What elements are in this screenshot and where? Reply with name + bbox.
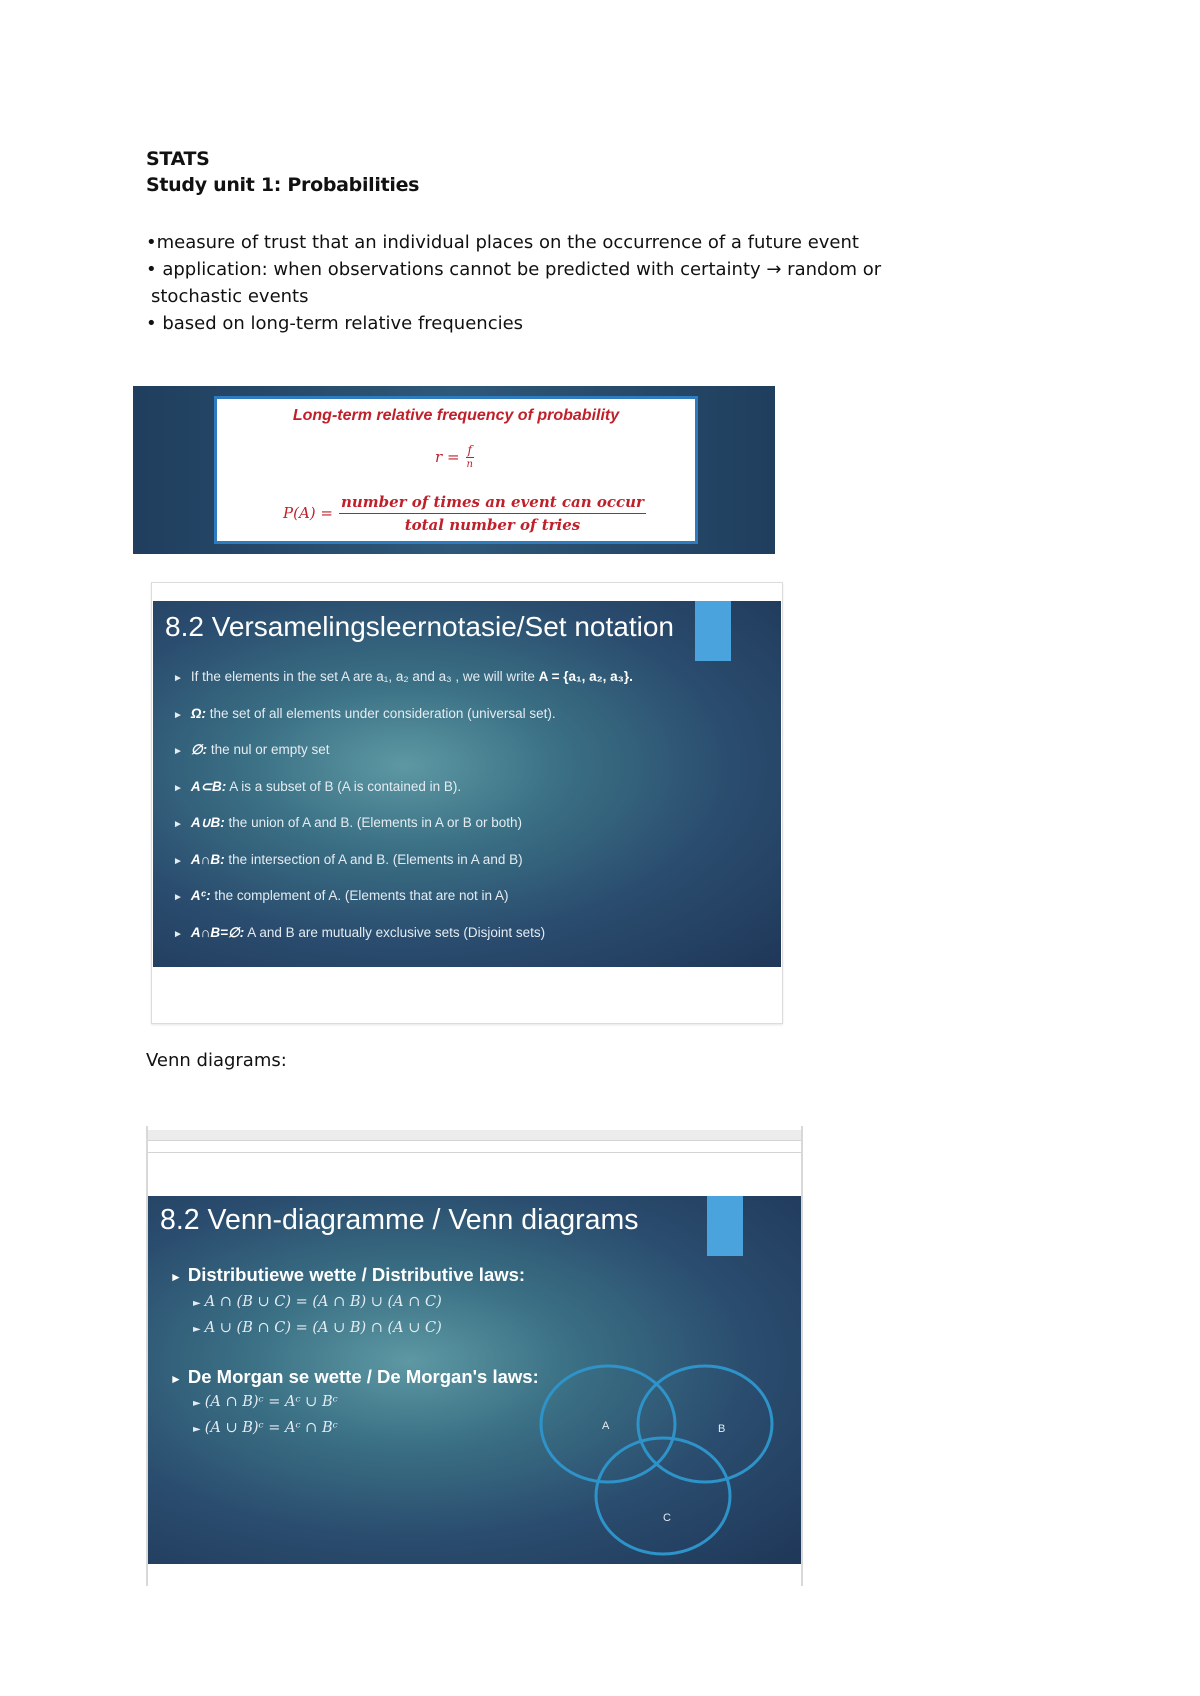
slide-heading: 8.2 Versamelingsleernotasie/Set notation bbox=[165, 611, 674, 642]
slide-divider bbox=[148, 1130, 801, 1141]
distributive-laws-heading: ► Distributiewe wette / Distributive laws: bbox=[170, 1264, 526, 1285]
venn-label: Venn diagrams: bbox=[146, 1050, 287, 1071]
venn-diagram bbox=[538, 1356, 778, 1561]
set-notation-item: ► A⊂B: A is a subset of B (A is contained in B). bbox=[173, 778, 462, 794]
formula-numerator: f bbox=[467, 442, 472, 457]
slide-heading: 8.2 Venn-diagramme / Venn diagrams bbox=[160, 1204, 639, 1236]
set-notation-item: ► A∪B: the union of A and B. (Elements in A or B or both) bbox=[173, 815, 522, 830]
set-notation-slide-frame bbox=[151, 582, 783, 1024]
slide-accent-bar bbox=[695, 601, 731, 661]
bullet-item: • application: when observations cannot be predicted with certainty → random or bbox=[146, 259, 882, 280]
formula-heading: Long-term relative frequency of probability bbox=[292, 407, 620, 424]
venn-slide-frame bbox=[146, 1126, 803, 1586]
doc-subtitle: Study unit 1: Probabilities bbox=[146, 174, 420, 196]
law-item: ► A ∪ (B ∩ C) = (A ∪ B) ∩ (A ∪ C) bbox=[193, 1320, 442, 1336]
formula-numerator: number of times an event can occur bbox=[339, 491, 646, 514]
slide-accent-bar bbox=[707, 1196, 743, 1256]
bullet-item: •measure of trust that an individual places on the occurrence of a future event bbox=[146, 232, 859, 253]
law-item: ► (A ∪ B)ᶜ = Aᶜ ∩ Bᶜ bbox=[193, 1420, 338, 1436]
formula-slide-image bbox=[133, 386, 775, 554]
set-notation-item: ► A∩B=∅: A and B are mutually exclusive sets (Disjoint sets) bbox=[173, 924, 546, 940]
relative-frequency-formula bbox=[435, 439, 474, 475]
set-notation-item: ► A∩B: the intersection of A and B. (Elements in A and B) bbox=[173, 851, 523, 867]
bullet-item: stochastic events bbox=[151, 286, 309, 307]
formula-box bbox=[214, 396, 698, 544]
venn-slide bbox=[148, 1196, 801, 1564]
doc-title: STATS bbox=[146, 148, 210, 170]
set-notation-item: ► Ω: the set of all elements under consideration (universal set). bbox=[173, 705, 556, 721]
formula-lhs: P(A) = bbox=[283, 504, 333, 522]
demorgan-laws-heading: ► De Morgan se wette / De Morgan's laws: bbox=[170, 1366, 539, 1387]
law-item: ► (A ∩ B)ᶜ = Aᶜ ∪ Bᶜ bbox=[193, 1394, 338, 1410]
set-notation-item: ► If the elements in the set A are a₁, a₂ and a₃ , we will write A = {a₁, a₂, a₃}. bbox=[173, 669, 633, 684]
probability-formula bbox=[283, 491, 646, 535]
formula-lhs: r = bbox=[435, 448, 460, 466]
set-notation-item: ► Aᶜ: the complement of A. (Elements that are not in A) bbox=[173, 888, 509, 903]
venn-circle-b bbox=[638, 1366, 772, 1482]
venn-label-a: A bbox=[602, 1420, 610, 1432]
set-notation-slide bbox=[153, 601, 781, 967]
formula-denominator: total number of tries bbox=[404, 515, 581, 534]
law-item: ► A ∩ (B ∪ C) = (A ∩ B) ∪ (A ∩ C) bbox=[193, 1294, 442, 1310]
slide-divider bbox=[148, 1152, 801, 1153]
formula-denominator: n bbox=[466, 458, 473, 470]
venn-label-c: C bbox=[663, 1512, 671, 1524]
venn-label-b: B bbox=[718, 1423, 726, 1435]
set-notation-item: ► ∅: the nul or empty set bbox=[173, 742, 330, 757]
bullet-item: • based on long-term relative frequencies bbox=[146, 313, 524, 334]
